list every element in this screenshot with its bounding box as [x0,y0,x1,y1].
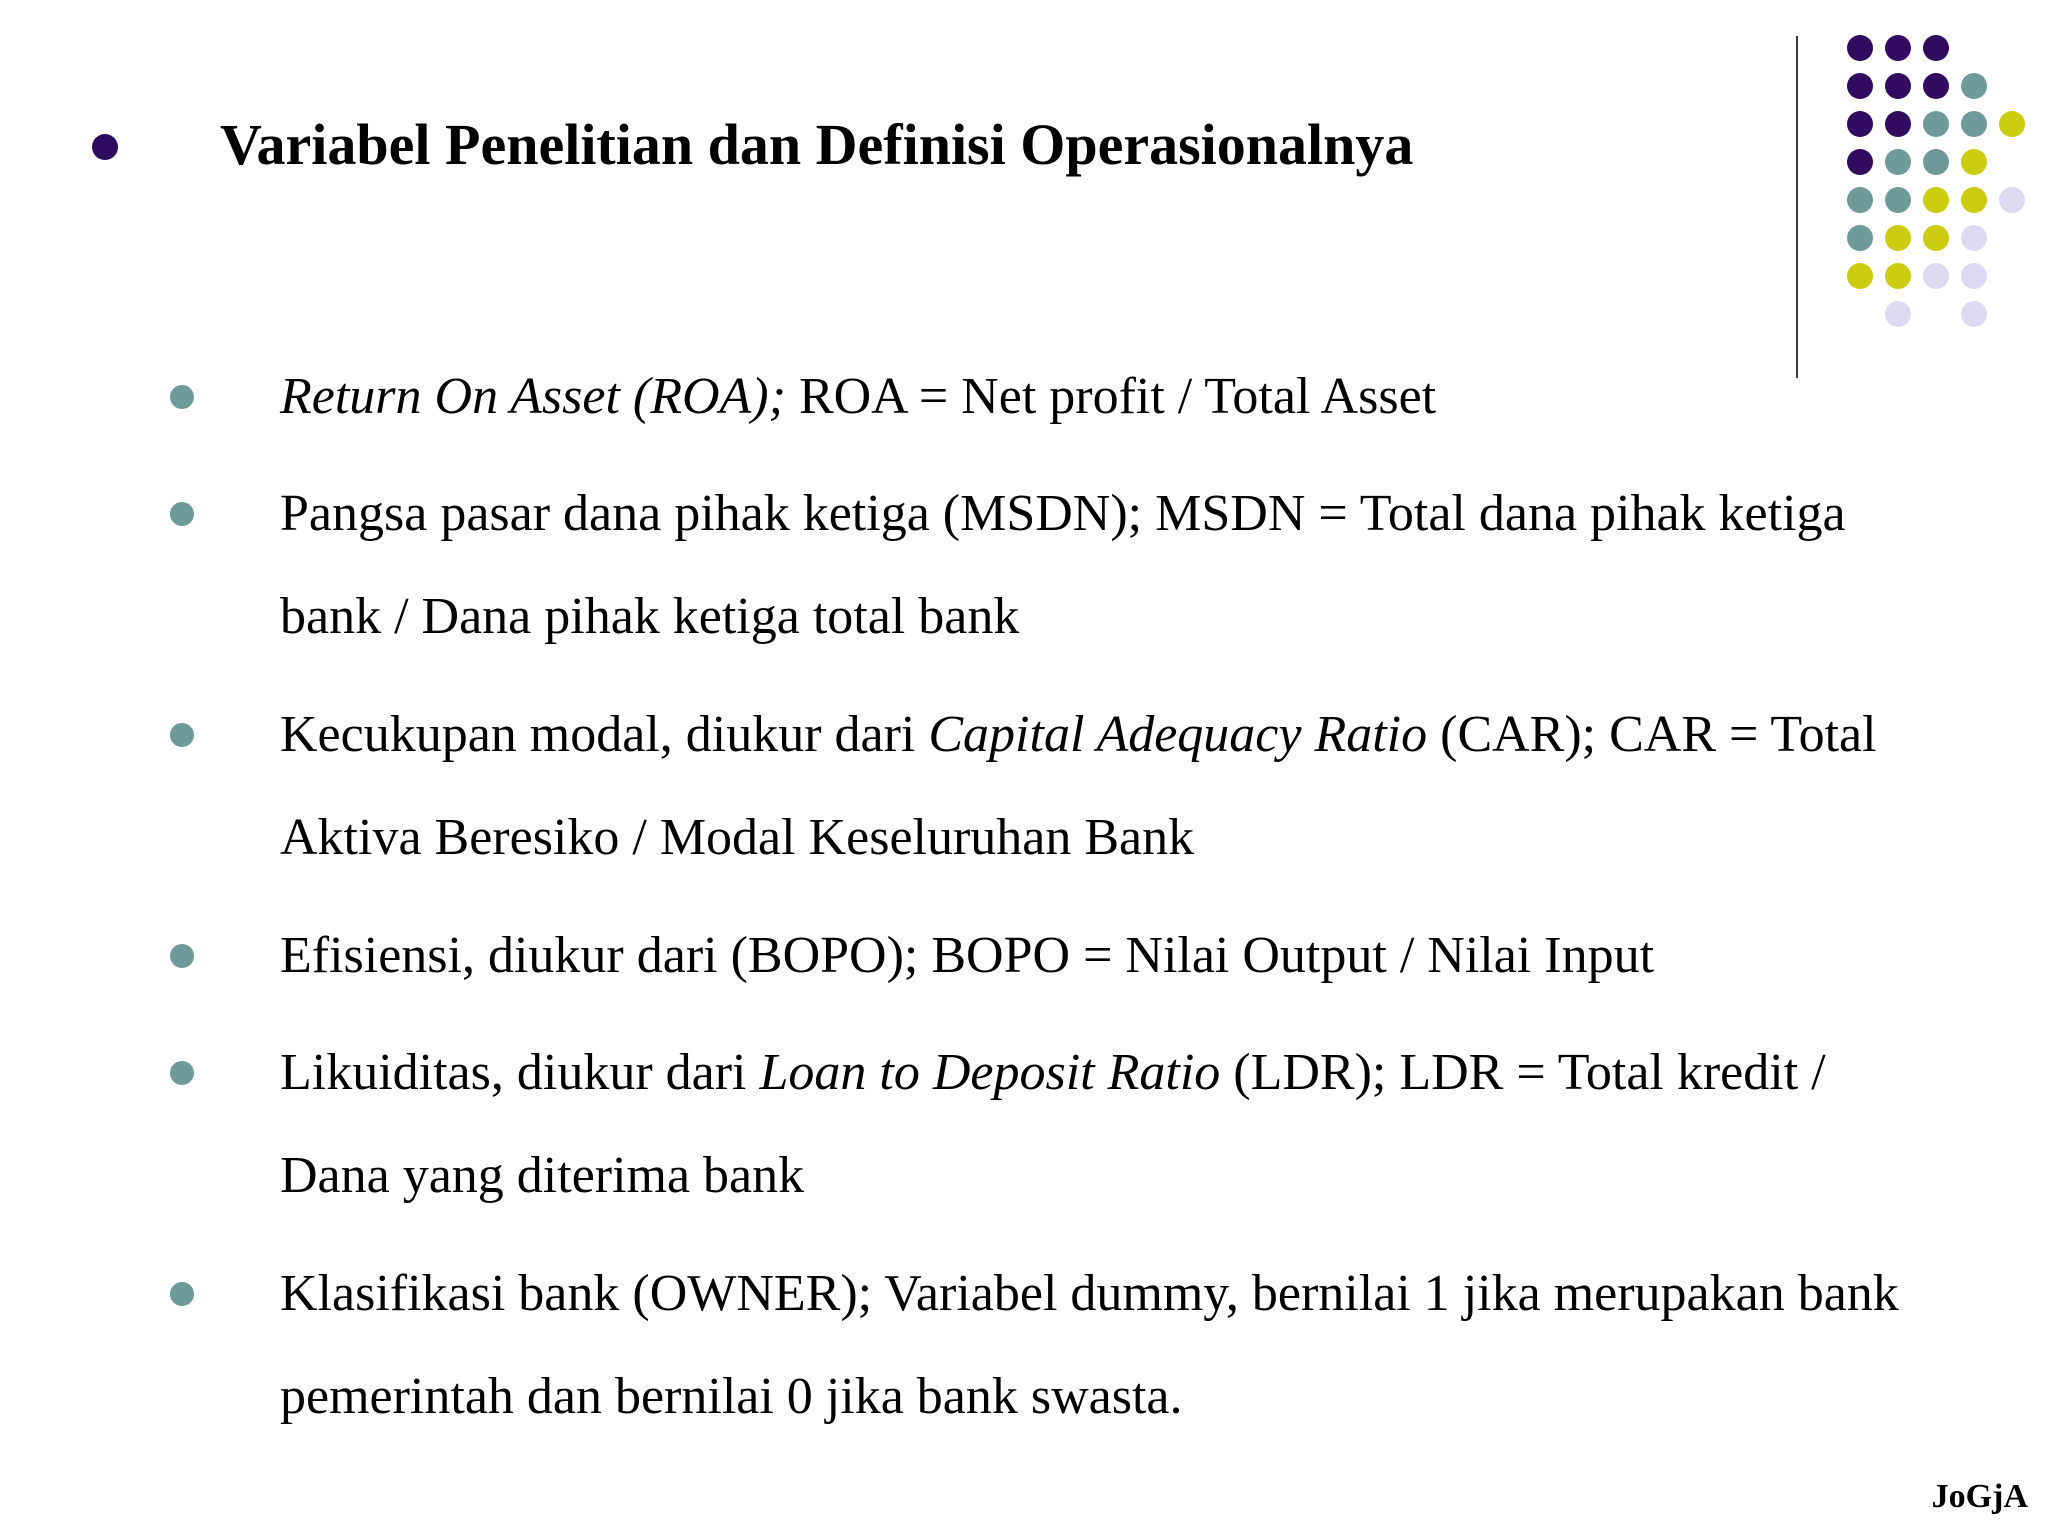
decor-dot [1961,225,1987,251]
decorative-dot-grid [0,0,2048,400]
decor-dot [1885,263,1911,289]
bullet-icon [170,1061,194,1085]
decor-dot [1885,187,1911,213]
decor-dot [1923,225,1949,251]
decor-dot [1885,301,1911,327]
decor-dot [1847,187,1873,213]
decor-dot [1847,73,1873,99]
item-text-run: Efisiensi, diukur dari (BOPO); BOPO = Nilai Output / Nilai Input [280,927,1655,984]
decor-dot [1885,73,1911,99]
item-text [280,1242,1900,1448]
decor-dot [1885,225,1911,251]
decor-dot [1999,111,2025,137]
bullet-icon [170,502,194,526]
bullet-icon [170,1282,194,1306]
item-text-run: Klasifikasi bank (OWNER); Variabel dummy, bernilai 1 jika merupakan bank pemerintah dan bernilai 0 jika bank swasta. [280,1265,1899,1425]
decor-dot [1847,149,1873,175]
item-text-run: Pangsa pasar dana pihak ketiga (MSDN); MSDN = Total dana pihak ketiga bank / Dana pihak ketiga total bank [280,485,1846,645]
decor-dot [1961,301,1987,327]
slide-title: Variabel Penelitian dan Definisi Operasionalnya [220,112,1414,177]
item-text [280,1021,1900,1227]
item-text [280,462,1900,668]
item-text [280,683,1900,889]
item-text [280,345,1900,448]
decor-dot [1923,263,1949,289]
item-text-run: ROA = Net profit / Total Asset [785,368,1437,425]
decor-dot [1885,35,1911,61]
item-text-run: Capital Adequacy Ratio [928,706,1428,763]
decor-dot [1847,111,1873,137]
item-text-run: (CAR); CAR = Total Aktiva Beresiko / Modal Keseluruhan Bank [280,706,1877,866]
decor-dot [1885,149,1911,175]
divider-line [1796,36,1798,378]
item-text-run: Return On Asset (ROA); [280,368,786,425]
decor-dot [1847,225,1873,251]
decor-dot [1923,149,1949,175]
decor-dot [1885,111,1911,137]
bullet-icon [170,385,194,409]
decor-dot [1961,263,1987,289]
bullet-icon [170,723,194,747]
decor-dot [1961,73,1987,99]
decor-dot [1961,187,1987,213]
decor-dot [1923,73,1949,99]
decor-dot [1999,187,2025,213]
item-text-run: Kecukupan modal, diukur dari [280,706,929,763]
decor-dot [1961,111,1987,137]
title-bullet-icon [92,134,118,160]
item-text-run: (LDR); LDR = Total kredit / Dana yang diterima bank [280,1044,1826,1204]
decor-dot [1923,187,1949,213]
decor-dot [1961,149,1987,175]
item-text-run: Loan to Deposit Ratio [759,1044,1221,1101]
item-text [280,904,1900,1007]
decor-dot [1847,263,1873,289]
decor-dot [1847,35,1873,61]
bullet-icon [170,944,194,968]
footer-brand: JoGjA [1931,1478,2028,1515]
decor-dot [1923,111,1949,137]
decor-dot [1923,35,1949,61]
item-text-run: Likuiditas, diukur dari [280,1044,760,1101]
